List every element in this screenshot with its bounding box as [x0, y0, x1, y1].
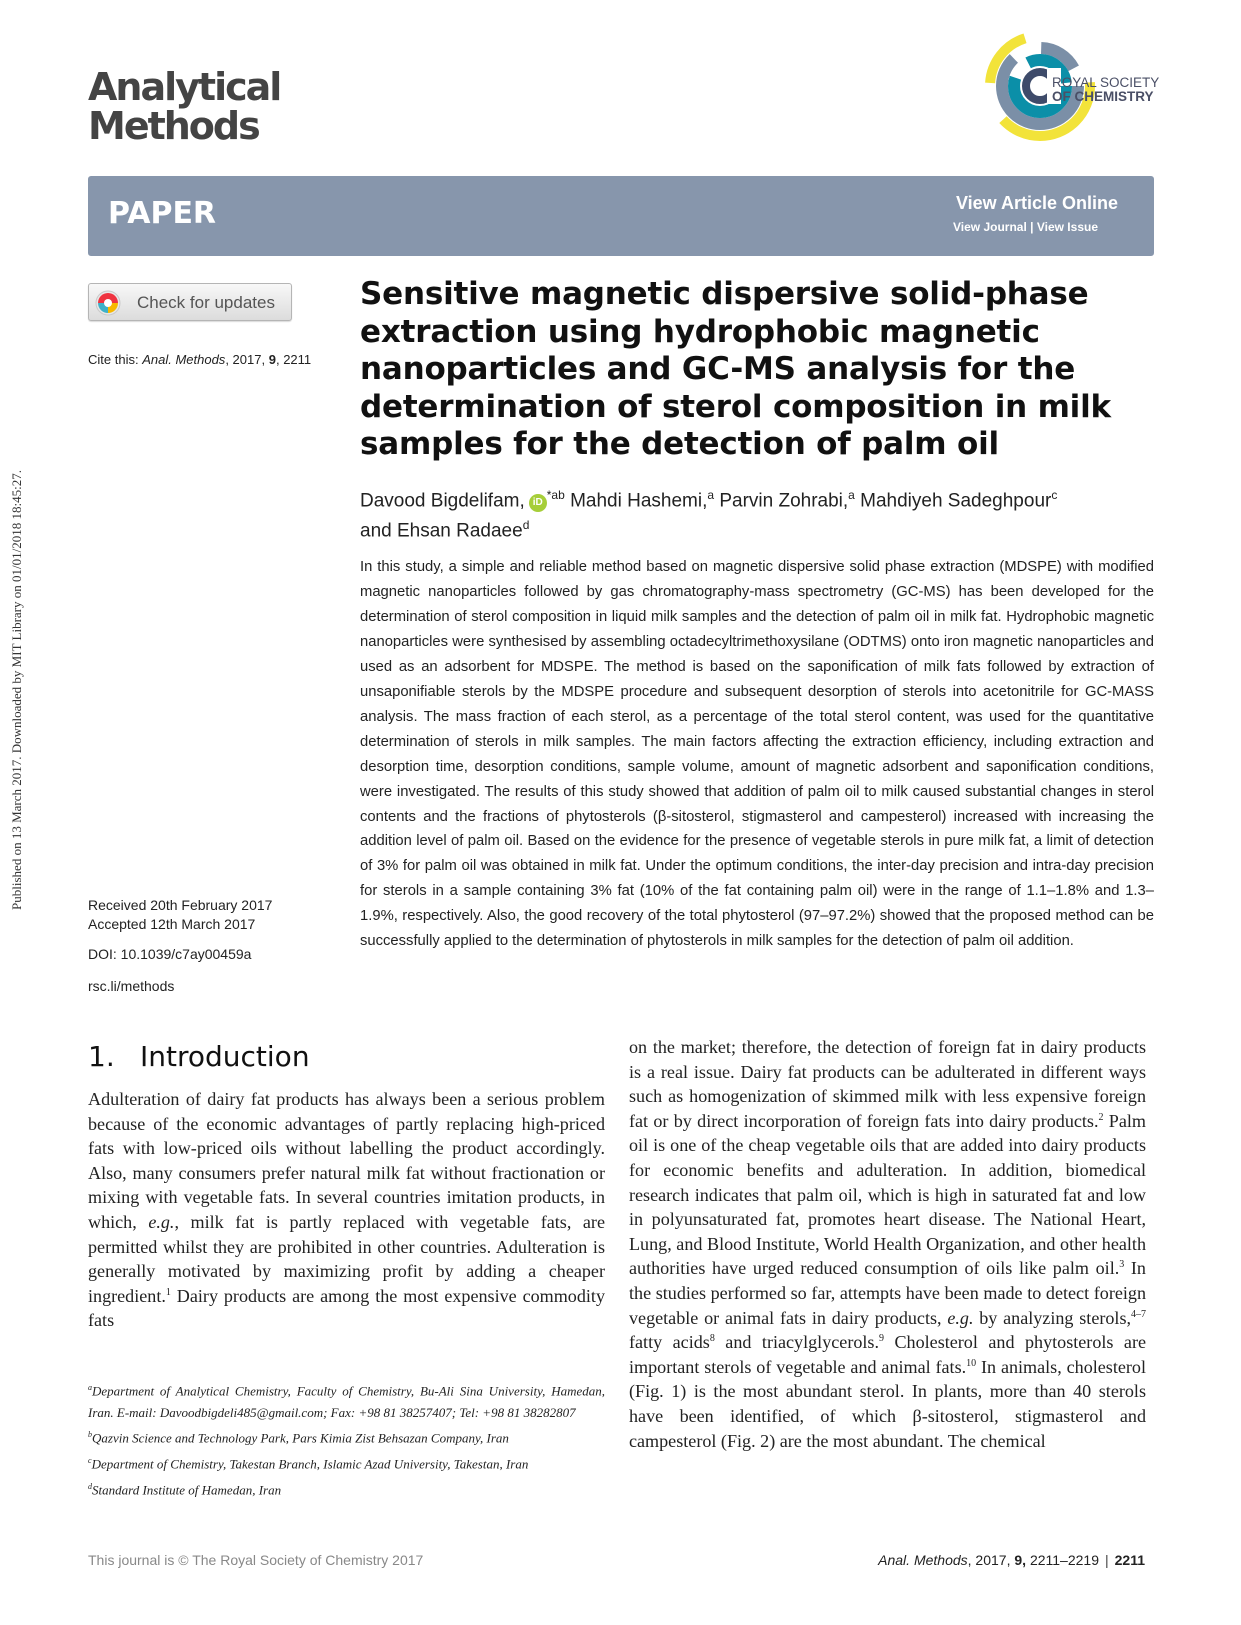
- author-name: Mahdi Hashemi,: [570, 490, 708, 512]
- article-title: Sensitive magnetic dispersive solid-phase extraction using hydrophobic magnetic nanoparticles and GC-MS analysis for the determination of sterol composition in milk samples for the detection of palm oil: [360, 276, 1111, 462]
- introduction-left-column: Adulteration of dairy fat products has always been a serious problem because of the economic advantages of partly replacing high-priced fats with low-priced oils without labelling the product accordingly. Also, many consumers prefer natural milk fat without fractionation or mixing with vegetable fats. In several countries imitation products, in which, e.g., milk fat is partly replaced with vegetable fats, are permitted whilst they are prohibited in other countries. Adulteration is generally motivated by maximizing profit by adding a cheaper ingredient.$^1$ Dairy products are among the most expensive commodity fats: [88, 1089, 605, 1331]
- author-name: and Ehsan Radaee: [360, 520, 523, 542]
- link-separator: |: [1030, 220, 1034, 234]
- abstract: In this study, a simple and reliable method based on magnetic dispersive solid phase extraction (MDSPE) with modified magnetic nanoparticles followed by gas chromatography-mass spectrometry (GC-MS) has been developed for the determination of sterol composition in liquid milk samples and the detection of palm oil in milk fat. Hydrophobic magnetic nanoparticles were synthesised by assembling octadecyltrimethoxysilane (ODTMS) onto iron magnetic nanoparticles and used as an adsorbent for MDSPE. The method is based on the saponification of milk fats followed by extraction of unsaponifiable sterols by the MDSPE procedure and subsequent desorption of sterols into acetonitrile for GC-MASS analysis. The mass fraction of each sterol, as a percentage of the total sterol content, was used for the quantitative determination of sterols in milk samples. The main factors affecting the extraction efficiency, including extraction and desorption time, desorption conditions, sample volume, amount of magnetic adsorbent and saponification conditions, were investigated. The results of this study showed that addition of palm oil to milk caused substantial changes in sterol contents and the fractions of phytosterols (β-sitosterol, stigmasterol and campesterol) increased with increasing the addition level of palm oil. Based on the evidence for the presence of vegetable sterols in pure milk fat, a limit of detection of 3% for palm oil was obtained in milk fat. Under the optimum conditions, the inter-day precision and intra-day precision for sterols in a sample containing 3% fat (10% of the fat containing palm oil) were in the range of 1.1–1.8% and 1.3–1.9%, respectively. Also, the good recovery of the total phytosterol (97–97.2%) showed that the proposed method can be successfully applied to the determination of phytosterols in milk samples for the detection of palm oil addition.: [360, 559, 1154, 950]
- reference-link[interactable]: 10: [966, 1357, 977, 1369]
- view-journal-link[interactable]: View Journal: [952, 220, 1027, 234]
- affiliation-footnotes: [88, 1377, 605, 1502]
- footnote: $^b$Qazvin Science and Technology Park, Pars Kimia Zist Behsazan Company, Iran: [88, 1430, 509, 1446]
- rsc-logo-text: ROYAL SOCIETY OF CHEMISTRY: [1052, 75, 1160, 104]
- doi: DOI: 10.1039/c7ay00459a: [88, 946, 252, 962]
- article-type-label: PAPER: [108, 196, 217, 231]
- journal-title: Analytical Methods: [88, 65, 281, 148]
- view-article-online-link[interactable]: View Article Online: [955, 193, 1118, 213]
- section-heading: 1. Introduction: [88, 1040, 310, 1073]
- crossmark-icon: [95, 290, 121, 316]
- reference-link[interactable]: 2: [1098, 1111, 1104, 1123]
- journal-url-link[interactable]: rsc.li/methods: [88, 978, 175, 994]
- orcid-icon[interactable]: iD: [529, 494, 547, 512]
- received-accepted-dates: Received 20th February 2017 Accepted 12th March 2017: [88, 897, 273, 932]
- download-stamp: Published on 13 March 2017. Downloaded by MIT Library on 01/01/2018 18:45:27.: [9, 470, 24, 910]
- view-issue-link[interactable]: View Issue: [1036, 220, 1098, 234]
- reference-link[interactable]: 9: [878, 1333, 884, 1345]
- author-name: Davood Bigdelifam,: [360, 490, 525, 512]
- reference-link[interactable]: 3: [1119, 1259, 1125, 1271]
- footnote: $^c$Department of Chemistry, Takestan Branch, Islamic Azad University, Takestan, Iran: [88, 1456, 529, 1472]
- reference-link[interactable]: 8: [709, 1333, 715, 1345]
- author-name: Mahdiyeh Sadeghpour: [860, 490, 1052, 512]
- check-for-updates-label: Check for updates: [137, 293, 275, 312]
- view-links: [953, 220, 1098, 234]
- copyright-footer: This journal is © The Royal Society of Chemistry 2017: [88, 1552, 424, 1568]
- page-number: 2211: [1114, 1552, 1145, 1568]
- page-footer-citation: Anal. Methods, 2017, 9, 2211–2219 | 2211: [878, 1552, 1145, 1568]
- footnote: $^d$Standard Institute of Hamedan, Iran: [88, 1481, 282, 1498]
- footnote: $^a$Department of Analytical Chemistry, Faculty of Chemistry, Bu-Ali Sina University, Hamedan, Iran. E-mail: Davoodbigdeli485@gmail.com; Fax: +98 81 38257407; Tel: +98 81 38282807: [88, 1383, 605, 1420]
- author-list: Davood Bigdelifam, $iD^{*ab}$ Mahdi Hashemi,$^a$ Parvin Zohrabi,$^a$ Mahdiyeh Sadeghpour$^c$ and Ehsan Radaee$^d$: [360, 488, 1058, 542]
- author-name: Parvin Zohrabi,: [719, 490, 849, 512]
- check-for-updates-button[interactable]: [88, 283, 292, 321]
- article-type-banner: [88, 176, 1154, 256]
- reference-link[interactable]: 1: [165, 1286, 171, 1298]
- introduction-right-column: on the market; therefore, the detection of foreign fat in dairy products is a real issue. Dairy fat products can be adulterated in different ways such as homogenization of skimmed milk with less expensive foreign fat or by direct incorporation of foreign fats into dairy products.$^2$ Palm oil is one of the cheap vegetable oils that are added into dairy products for economic benefits and adulteration. In addition, biomedical research indicates that palm oil, which is high in saturated fat and low in polyunsaturated fat, promotes heart disease. The National Heart, Lung, and Blood Institute, World Health Organization, and other health authorities have urged reduced consumption of oils like palm oil.$^3$ In the studies performed so far, attempts have been made to detect foreign vegetable or animal fats in dairy products, e.g. by analyzing sterols,$^{4-7}$ fatty acids$^8$ and triacylglycerols.$^9$ Cholesterol and phytosterols are important sterols of vegetable and animal fats.$^{10}$ In animals, cholesterol (Fig. 1) is the most abundant sterol. In plants, more than 40 sterols have been identified, of which β-sitosterol, stigmasterol and campesterol (Fig. 2) are the most abundant. The chemical: [629, 1037, 1147, 1451]
- reference-link[interactable]: 4–7: [1131, 1308, 1147, 1320]
- citation-line: Cite this: Anal. Methods, 2017, 9, 2211: [88, 352, 312, 367]
